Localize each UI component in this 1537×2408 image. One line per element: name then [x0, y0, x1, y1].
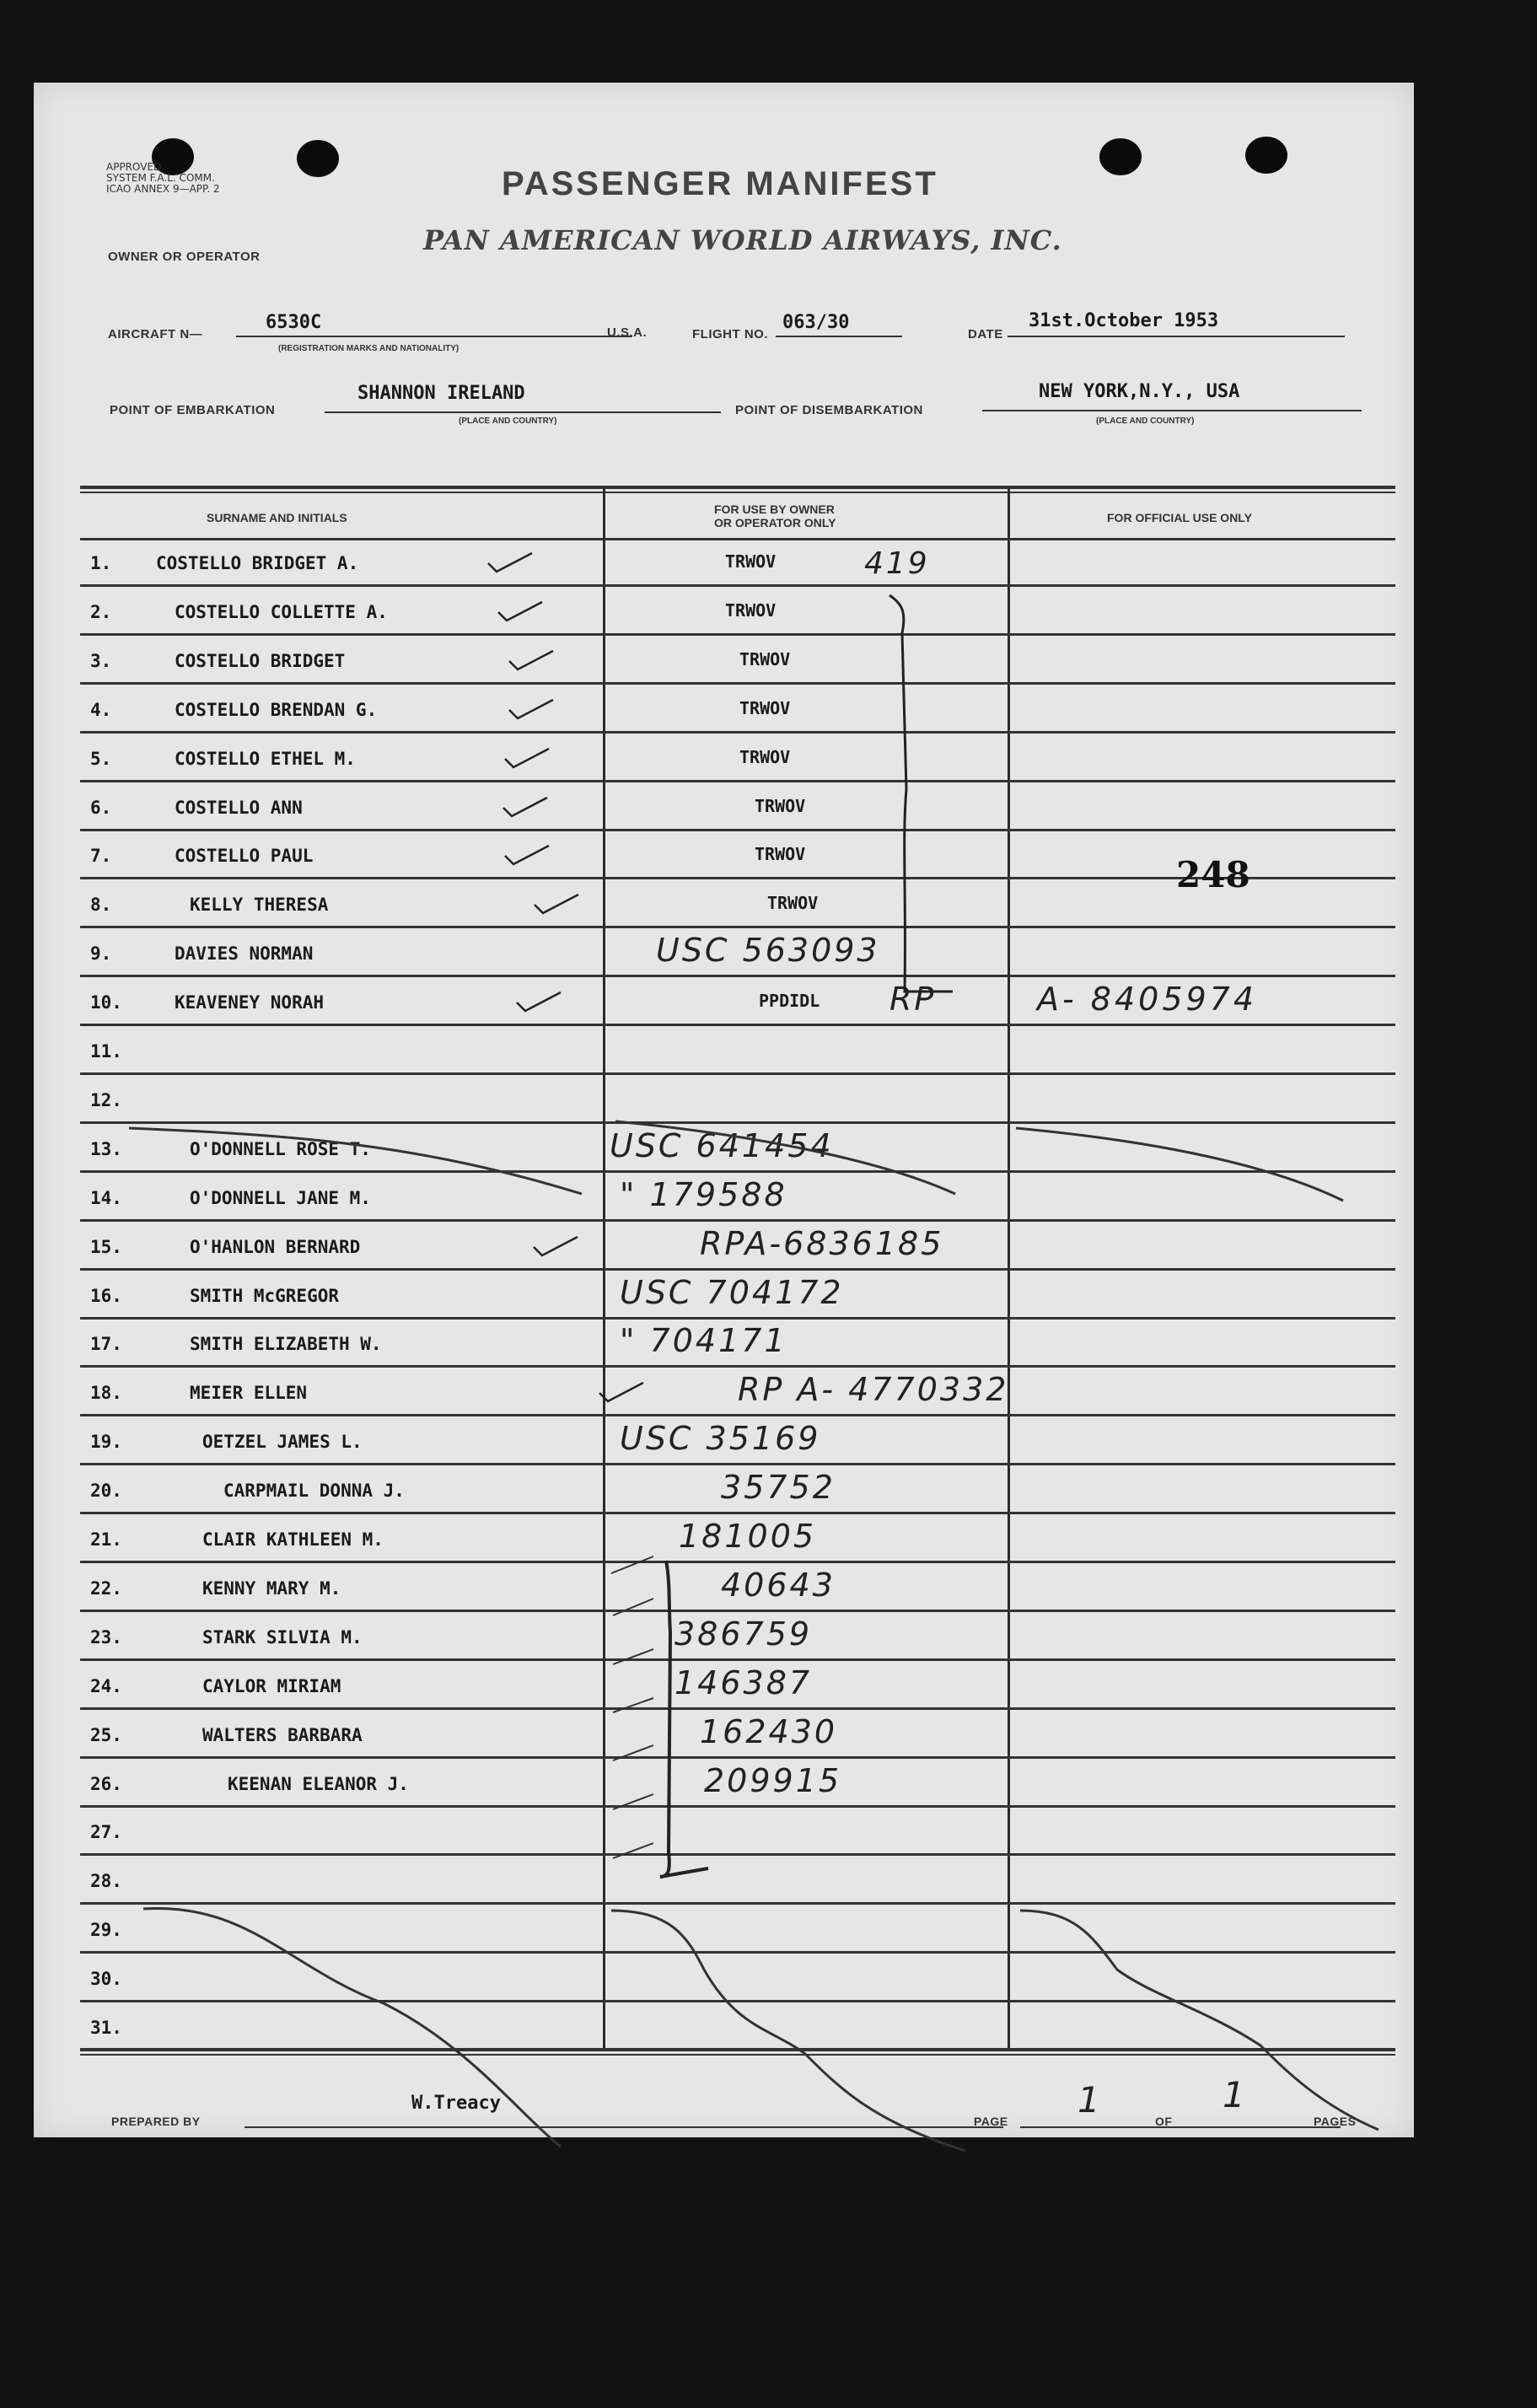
row-number: 28. — [90, 1871, 122, 1892]
cancel-line — [615, 1121, 955, 1194]
bracket-mark — [660, 1561, 708, 1877]
document-number: " 179588 — [620, 1175, 787, 1213]
header-surname: SURNAME AND INITIALS — [207, 511, 347, 524]
row-number: 13. — [90, 1138, 122, 1159]
row-number: 6. — [90, 797, 112, 818]
document-number: USC 563093 — [656, 932, 880, 970]
passenger-name: CARPMAIL DONNA J. — [223, 1481, 405, 1502]
header-owner-use-1: FOR USE BY OWNER — [714, 503, 835, 516]
passenger-name: KENNY MARY M. — [202, 1578, 341, 1599]
document-number: USC 704172 — [620, 1273, 844, 1311]
flight-value: 063/30 — [782, 312, 850, 333]
aircraft-underline — [236, 336, 632, 337]
cancel-line — [1020, 1911, 1378, 2130]
form-title: PASSENGER MANIFEST — [502, 165, 938, 202]
passenger-name: O'DONNELL ROSE T. — [190, 1138, 371, 1159]
owner-code: TRWOV — [755, 795, 806, 816]
row-number: 1. — [90, 553, 112, 573]
document-number: 209915 — [704, 1761, 842, 1799]
disembarkation-label: POINT OF DISEMBARKATION — [735, 403, 923, 417]
embarkation-note: (PLACE AND COUNTRY) — [459, 417, 557, 426]
handwriting-overlay — [80, 486, 1395, 2054]
flight-underline — [776, 336, 902, 337]
manifest-page — [34, 83, 1414, 2137]
cancel-line — [129, 1128, 582, 1194]
disembarkation-note: (PLACE AND COUNTRY) — [1096, 417, 1195, 426]
passenger-name: COSTELLO BRIDGET A. — [156, 553, 359, 573]
document-number: 40643 — [721, 1566, 836, 1604]
passenger-name: OETZEL JAMES L. — [202, 1432, 363, 1453]
embarkation-underline — [325, 411, 721, 413]
document-number: " 704171 — [620, 1322, 787, 1360]
date-label: DATE — [968, 327, 1003, 341]
document-number: RP — [889, 981, 937, 1019]
cancel-line — [1016, 1128, 1343, 1201]
date-underline — [1008, 336, 1345, 337]
owner-code: PPDIDL — [759, 991, 820, 1012]
passenger-name: DAVIES NORMAN — [175, 943, 314, 965]
punch-hole — [1099, 138, 1142, 175]
passenger-name: COSTELLO PAUL — [175, 846, 314, 867]
passenger-name: CLAIR KATHLEEN M. — [202, 1529, 384, 1550]
document-number: USC 35169 — [620, 1420, 821, 1458]
row-number: 10. — [90, 992, 122, 1013]
handwritten-419: 419 — [864, 546, 930, 581]
flight-label: FLIGHT NO. — [692, 327, 768, 341]
passenger-name: COSTELLO ETHEL M. — [175, 748, 356, 769]
owner-code: TRWOV — [739, 746, 791, 767]
pages-label: PAGES — [1314, 2115, 1357, 2128]
prepared-by-label: PREPARED BY — [111, 2115, 201, 2128]
disembarkation-value: NEW YORK,N.Y., USA — [1039, 381, 1240, 402]
passenger-name: KEAVENEY NORAH — [175, 992, 325, 1013]
usa-label: U.S.A. — [607, 325, 648, 340]
passenger-name: STARK SILVIA M. — [202, 1626, 363, 1647]
row-number: 30. — [90, 1969, 122, 1990]
row-number: 11. — [90, 1041, 122, 1062]
punch-hole — [297, 140, 339, 177]
owner-code: TRWOV — [725, 599, 777, 621]
owner-label: OWNER OR OPERATOR — [108, 250, 261, 264]
row-number: 19. — [90, 1432, 122, 1453]
of-label: OF — [1155, 2115, 1173, 2128]
row-number: 29. — [90, 1920, 122, 1941]
embarkation-label: POINT OF EMBARKATION — [110, 403, 276, 417]
row-number: 9. — [90, 943, 112, 965]
row-number: 2. — [90, 601, 112, 622]
table-bottom-rule — [80, 2048, 1395, 2051]
row-number: 8. — [90, 895, 112, 916]
approval-note: APPROVED SYSTEM F.A.L. COMM. ICAO ANNEX 9—APP. 2 — [106, 161, 220, 195]
passenger-name: SMITH McGREGOR — [190, 1285, 340, 1306]
row-number: 14. — [90, 1187, 122, 1208]
passenger-name: KELLY THERESA — [190, 895, 329, 916]
passenger-name: COSTELLO BRIDGET — [175, 650, 346, 671]
owner-code: TRWOV — [767, 893, 819, 914]
document-number: USC 641454 — [610, 1126, 834, 1164]
official-stamp-number: 248 — [1176, 854, 1250, 895]
disembarkation-underline — [982, 410, 1362, 411]
page-number: 1 — [1078, 2079, 1103, 2120]
document-number: 181005 — [679, 1518, 817, 1555]
row-number: 12. — [90, 1089, 122, 1110]
passenger-name: O'HANLON BERNARD — [190, 1236, 361, 1257]
row-number: 17. — [90, 1334, 122, 1355]
official-number: A- 8405974 — [1037, 981, 1258, 1019]
document-number: 386759 — [674, 1615, 813, 1653]
row-number: 20. — [90, 1481, 122, 1502]
document-number: RP A- 4770332 — [738, 1371, 1009, 1409]
passenger-name: O'DONNELL JANE M. — [190, 1187, 371, 1208]
row-number: 4. — [90, 699, 112, 720]
passenger-name: SMITH ELIZABETH W. — [190, 1334, 382, 1355]
total-pages: 1 — [1223, 2074, 1248, 2115]
row-number: 21. — [90, 1529, 122, 1550]
header-owner-use-2: OR OPERATOR ONLY — [714, 516, 836, 529]
row-number: 25. — [90, 1724, 122, 1745]
punch-hole — [1245, 137, 1287, 174]
document-number: RPA-6836185 — [700, 1224, 944, 1262]
row-number: 24. — [90, 1675, 122, 1696]
bracket-mark — [889, 595, 953, 992]
owner-code: TRWOV — [739, 697, 791, 718]
owner-code: TRWOV — [755, 844, 806, 865]
page-label: PAGE — [974, 2115, 1008, 2128]
row-number: 18. — [90, 1383, 122, 1404]
row-number: 3. — [90, 650, 112, 671]
passenger-name: CAYLOR MIRIAM — [202, 1675, 341, 1696]
row-number: 15. — [90, 1236, 122, 1257]
embarkation-value: SHANNON IRELAND — [357, 383, 525, 404]
passenger-name: COSTELLO ANN — [175, 797, 303, 818]
passenger-name: COSTELLO BRENDAN G. — [175, 699, 378, 720]
prepared-by-value: W.Treacy — [411, 2093, 501, 2114]
date-value: 31st.October 1953 — [1029, 310, 1219, 331]
owner-code: TRWOV — [739, 648, 791, 669]
passenger-name: COSTELLO COLLETTE A. — [175, 601, 388, 622]
row-number: 22. — [90, 1578, 122, 1599]
document-number: 162430 — [700, 1712, 838, 1750]
document-number: 146387 — [674, 1664, 813, 1701]
aircraft-label: AIRCRAFT N— — [108, 327, 203, 341]
row-number: 16. — [90, 1285, 122, 1306]
owner-code: TRWOV — [725, 551, 777, 572]
header-official: FOR OFFICIAL USE ONLY — [1107, 511, 1252, 524]
passenger-name: KEENAN ELEANOR J. — [228, 1773, 409, 1794]
airline-name: PAN AMERICAN WORLD AIRWAYS, INC. — [423, 224, 1062, 256]
prepared-underline — [245, 2126, 1003, 2128]
row-number: 7. — [90, 846, 112, 867]
passenger-name: MEIER ELLEN — [190, 1383, 308, 1404]
row-number: 31. — [90, 2018, 122, 2038]
document-number: 35752 — [721, 1469, 836, 1507]
registration-note: (REGISTRATION MARKS AND NATIONALITY) — [278, 344, 459, 353]
row-number: 23. — [90, 1626, 122, 1647]
table-bottom-rule — [80, 2054, 1395, 2056]
manifest-table — [80, 486, 1395, 2058]
ditto-marks — [611, 1556, 653, 1858]
row-number: 26. — [90, 1773, 122, 1794]
row-number: 27. — [90, 1822, 122, 1843]
passenger-name: WALTERS BARBARA — [202, 1724, 363, 1745]
row-number: 5. — [90, 748, 112, 769]
cancel-line — [611, 1911, 965, 2151]
aircraft-value: 6530C — [266, 312, 322, 333]
